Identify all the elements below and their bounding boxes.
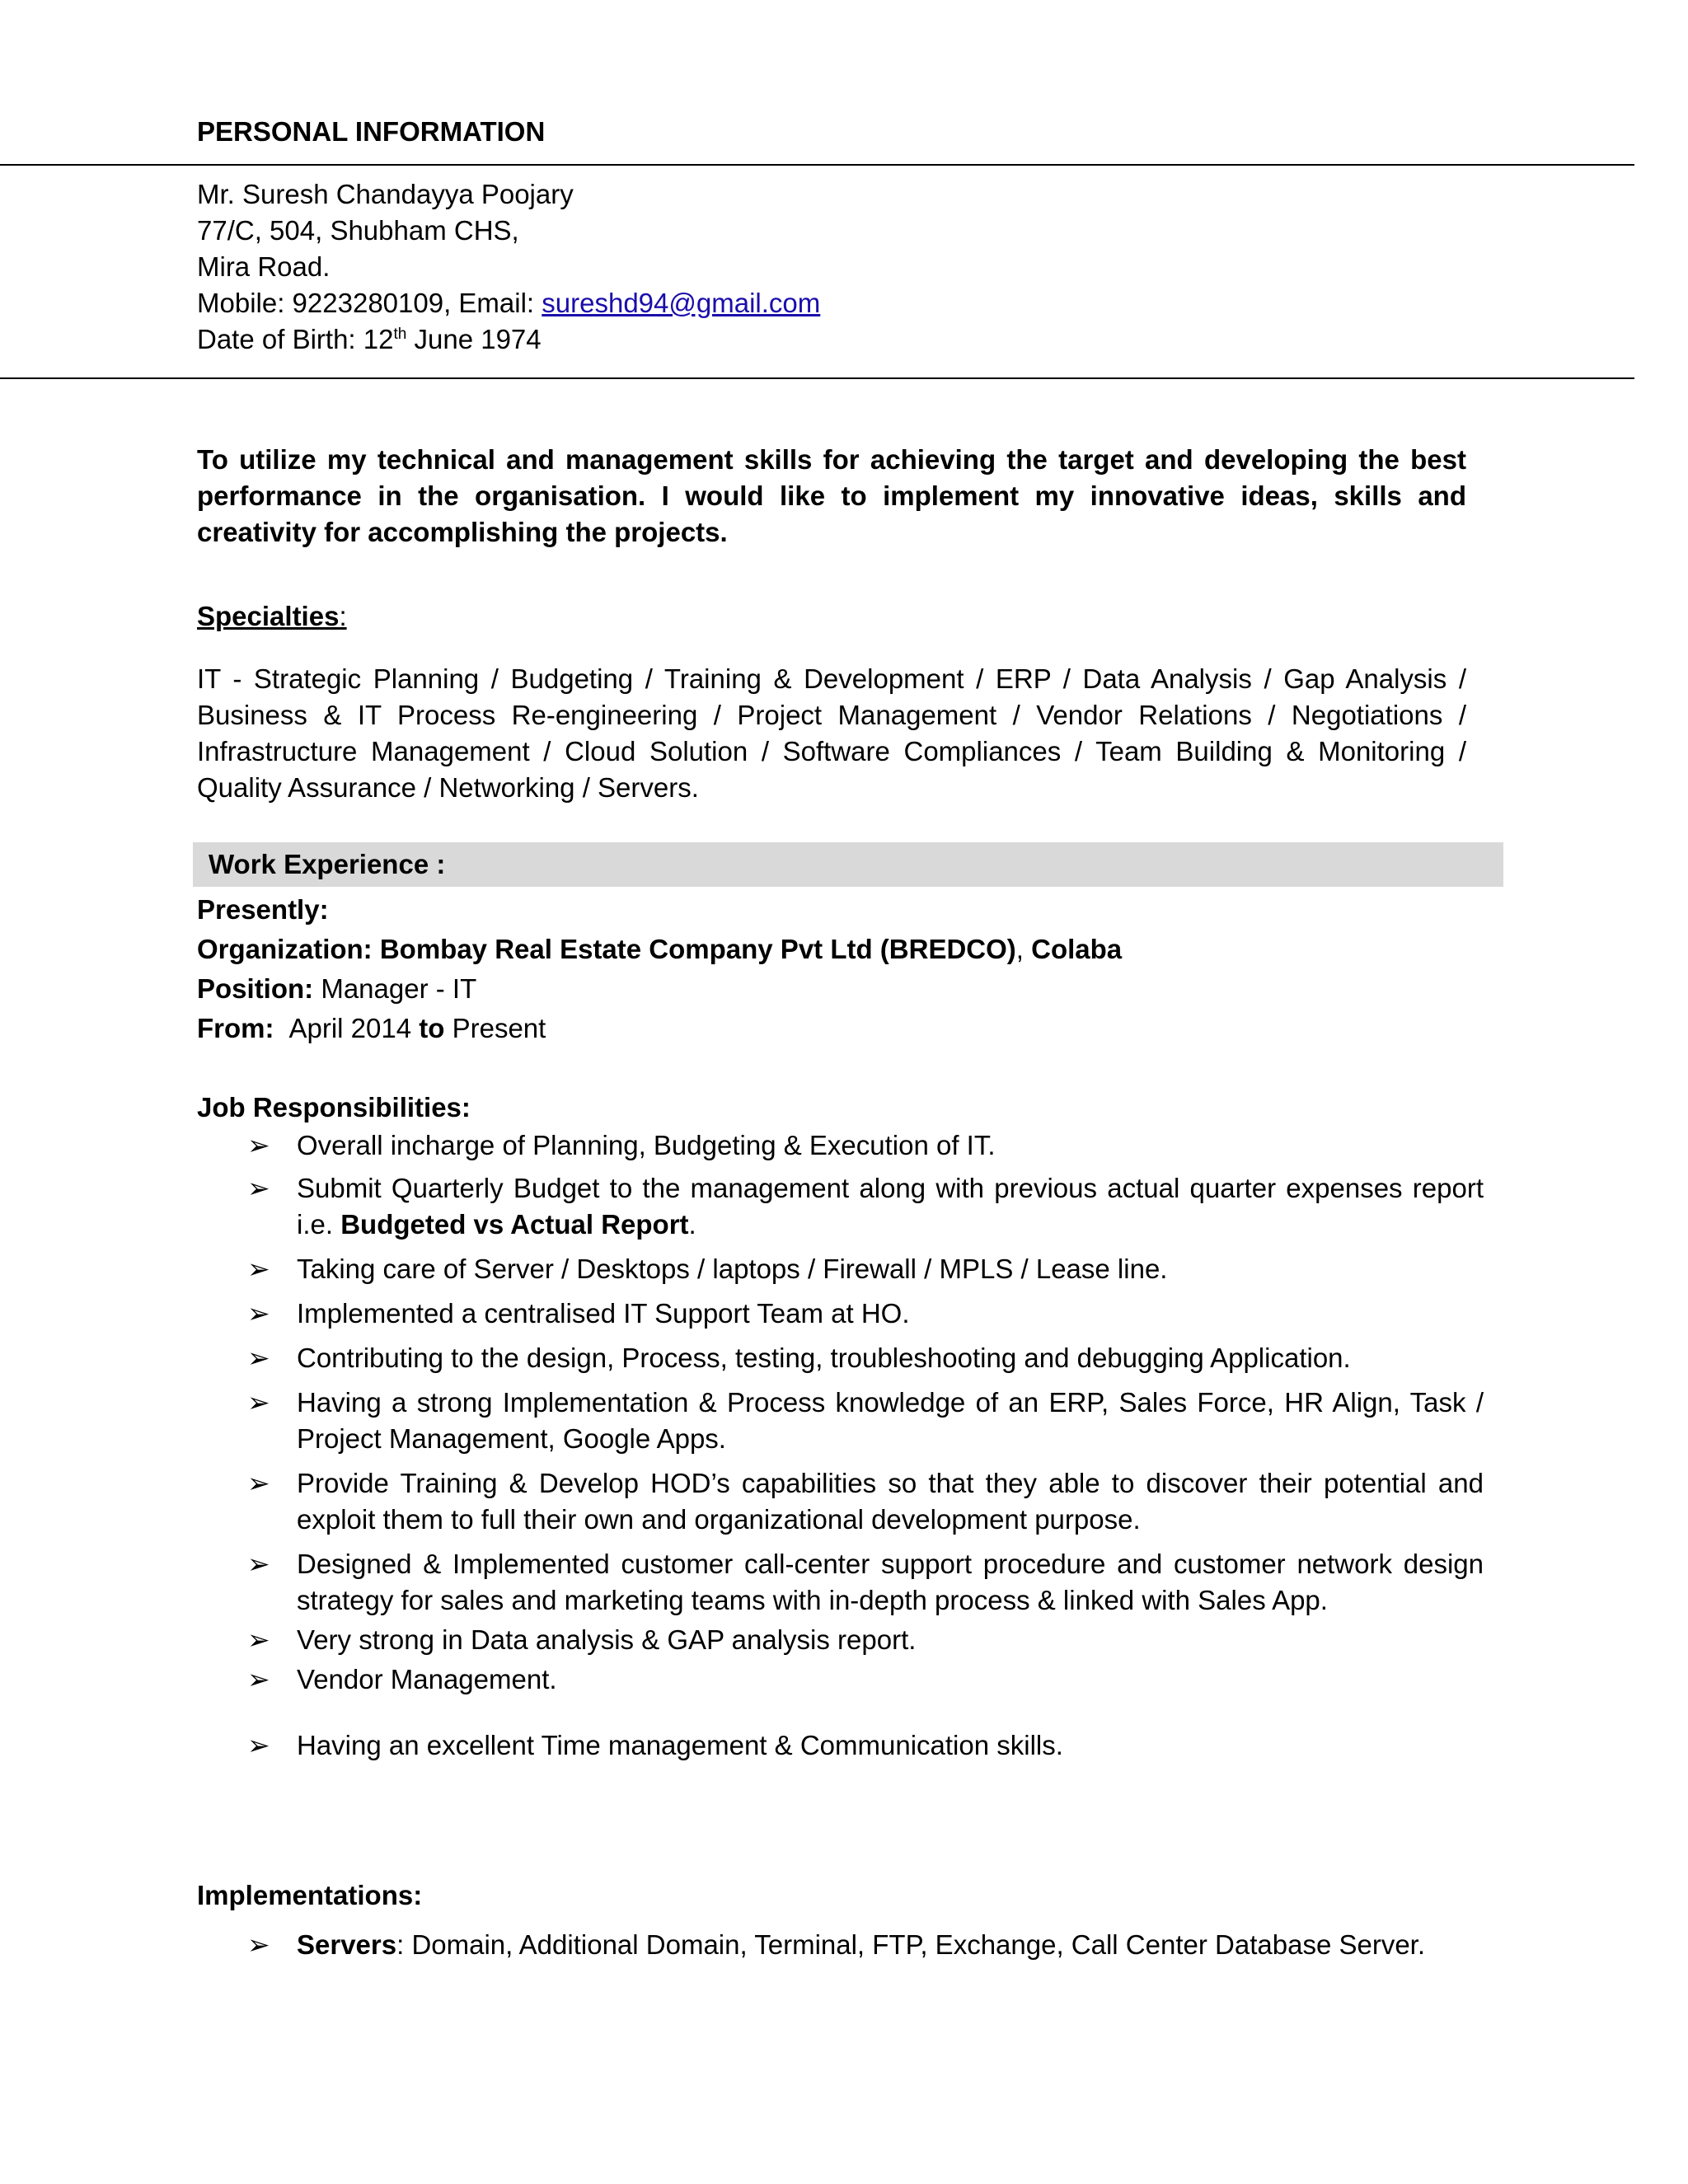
email-link[interactable]: sureshd94@gmail.com <box>542 288 821 318</box>
date-of-birth <box>197 321 542 358</box>
contact-address-line2: Mira Road. <box>197 251 331 282</box>
from-label: From: <box>197 1013 274 1043</box>
from-line <box>197 1010 546 1047</box>
list-item-text: Implemented a centralised IT Support Team at HO. <box>297 1298 910 1329</box>
dob-suffix: June 1974 <box>406 324 542 354</box>
contact-address-line1: 77/C, 504, Shubham CHS, <box>197 215 519 246</box>
list-item-text: Designed & Implemented customer call-center support procedure and customer network design strategy for sales and marketing teams with in-depth process & linked with Sales App. <box>297 1549 1484 1615</box>
presently-label: Presently: <box>197 894 329 925</box>
list-item-text <box>297 1170 1484 1243</box>
position-line <box>197 971 476 1007</box>
arrow-bullet-icon: ➢ <box>247 1387 270 1418</box>
specialties-title: Specialties <box>197 601 340 631</box>
list-item-text-main: Submit Quarterly Budget to the management along with previous actual quarter expenses report i.e. <box>297 1173 1484 1240</box>
dob-prefix: Date of Birth: 12 <box>197 324 394 354</box>
list-item-text: Having a strong Implementation & Process knowledge of an ERP, Sales Force, HR Align, Task / Project Management, Google Apps. <box>297 1387 1484 1454</box>
arrow-bullet-icon: ➢ <box>247 1173 270 1203</box>
specialties-colon: : <box>339 601 347 631</box>
arrow-bullet-icon: ➢ <box>247 1549 270 1579</box>
personal-info-heading: PERSONAL INFORMATION <box>197 116 546 147</box>
list-item-text: Vendor Management. <box>297 1664 557 1694</box>
arrow-bullet-icon: ➢ <box>247 1730 270 1760</box>
organization-line <box>197 931 1122 968</box>
organization-location: Colaba <box>1031 934 1123 964</box>
work-experience-heading: Work Experience : <box>209 849 446 879</box>
organization-name: Organization: Bombay Real Estate Company Pvt Ltd (BREDCO) <box>197 934 1016 964</box>
list-item-text: Provide Training & Develop HOD’s capabilities so that they able to discover their potential and exploit them to full their own and organizational development purpose. <box>297 1468 1484 1535</box>
implementations-heading: Implementations: <box>197 1880 423 1910</box>
arrow-bullet-icon: ➢ <box>247 1664 270 1694</box>
list-item-text: Very strong in Data analysis & GAP analysis report. <box>297 1624 917 1655</box>
to-label: to <box>419 1013 445 1043</box>
arrow-bullet-icon: ➢ <box>247 1624 270 1655</box>
list-item-text: Overall incharge of Planning, Budgeting & Execution of IT. <box>297 1130 996 1160</box>
arrow-bullet-icon: ➢ <box>247 1468 270 1498</box>
arrow-bullet-icon: ➢ <box>247 1254 270 1284</box>
contact-name: Mr. Suresh Chandayya Poojary <box>197 179 574 209</box>
from-value: April 2014 <box>288 1013 420 1043</box>
specialties-text: IT - Strategic Planning / Budgeting / Training & Development / ERP / Data Analysis / Gap Analysis / Business & IT Process Re-engineering / Project Management / Vendor Relations / Negotiations / Infrastructure Management / Cloud Solution / Software Compliances / Team Building & Monitoring / Quality Assurance / Networking / Servers. <box>197 663 1466 803</box>
servers-label: Servers <box>297 1929 397 1960</box>
list-item-text: Taking care of Server / Desktops / laptops / Firewall / MPLS / Lease line. <box>297 1254 1168 1284</box>
arrow-bullet-icon: ➢ <box>247 1929 270 1960</box>
specialties-heading <box>197 598 347 635</box>
list-item-text: Contributing to the design, Process, testing, troubleshooting and debugging Application. <box>297 1343 1351 1373</box>
dob-superscript: th <box>393 326 407 343</box>
position-value: Manager - IT <box>313 973 477 1004</box>
organization-separator: , <box>1015 934 1032 964</box>
list-item-text <box>297 1927 1484 1963</box>
list-item-text-end: . <box>688 1209 696 1240</box>
servers-text: : Domain, Additional Domain, Terminal, FTP, Exchange, Call Center Database Server. <box>396 1929 1426 1960</box>
bottom-divider <box>0 377 1634 379</box>
arrow-bullet-icon: ➢ <box>247 1298 270 1329</box>
job-responsibilities-heading: Job Responsibilities: <box>197 1092 471 1122</box>
position-label: Position: <box>197 973 314 1004</box>
list-item-text-bold: Budgeted vs Actual Report <box>340 1209 689 1240</box>
contact-mobile-email <box>197 285 820 321</box>
objective-statement: To utilize my technical and management skills for achieving the target and developing the best performance in the organisation. I would like to implement my innovative ideas, skills and creativity for accomplishing the projects. <box>197 444 1466 547</box>
arrow-bullet-icon: ➢ <box>247 1130 270 1160</box>
arrow-bullet-icon: ➢ <box>247 1343 270 1373</box>
list-item-text: Having an excellent Time management & Communication skills. <box>297 1730 1063 1760</box>
top-divider <box>0 164 1634 166</box>
to-value: Present <box>444 1013 546 1043</box>
mobile-text: Mobile: 9223280109, Email: <box>197 288 542 318</box>
